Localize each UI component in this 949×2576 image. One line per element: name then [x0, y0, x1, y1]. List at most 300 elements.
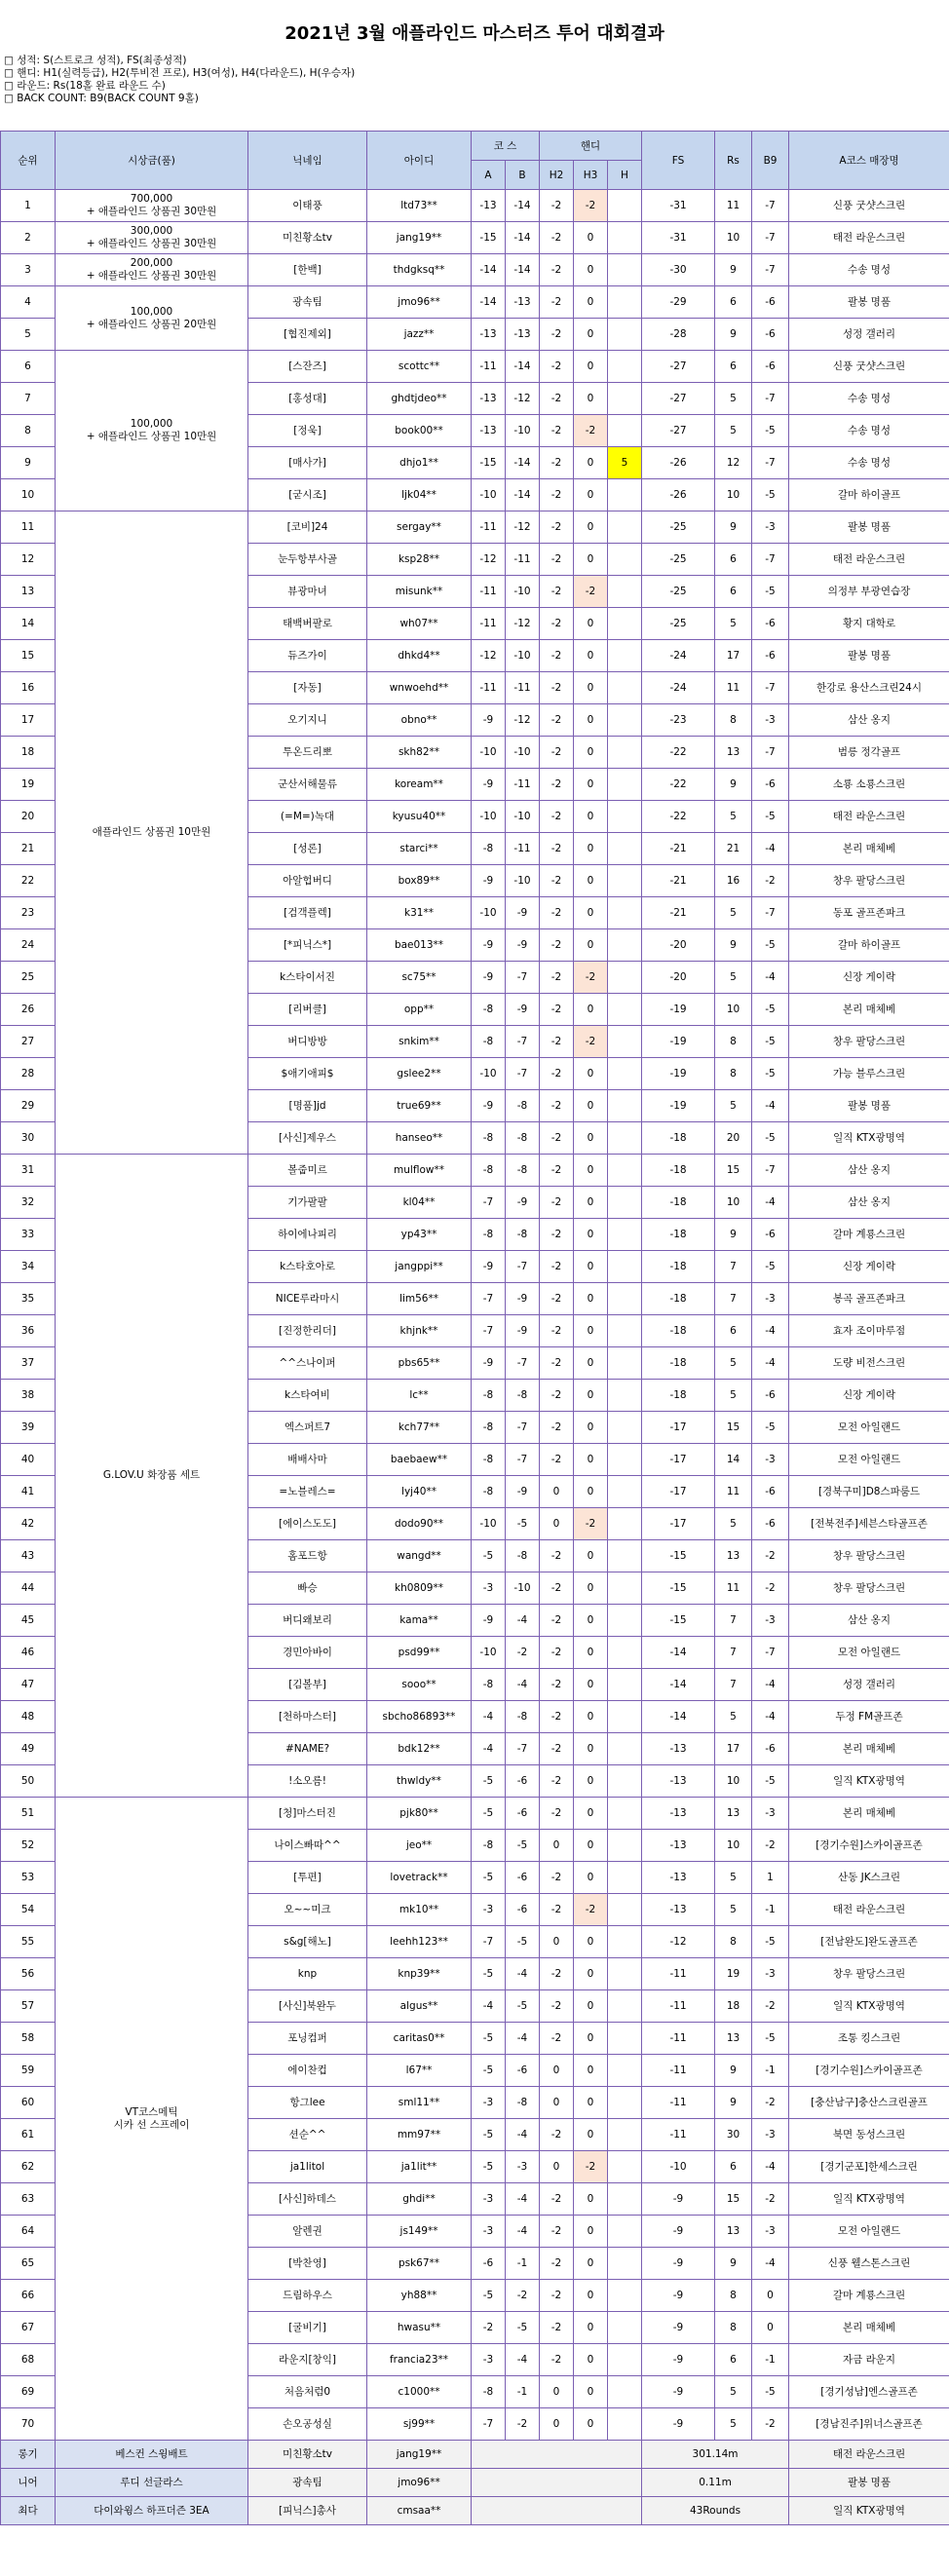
b9-cell: -4: [752, 1315, 789, 1347]
fs-cell: -31: [642, 190, 715, 222]
course-b-cell: -10: [506, 801, 540, 833]
id-cell: kyusu40**: [367, 801, 472, 833]
header-a: A: [472, 161, 506, 190]
h-cell: [608, 1219, 642, 1251]
store-cell: 두정 FM골프존: [789, 1701, 949, 1733]
h2-cell: -2: [540, 1026, 574, 1058]
nickname-cell: 볼줍미르: [248, 1155, 367, 1187]
h-cell: [608, 1733, 642, 1765]
id-cell: skh82**: [367, 737, 472, 769]
rank-cell: 60: [1, 2087, 56, 2119]
course-b-cell: -9: [506, 1476, 540, 1508]
prize-cell: 100,000 + 애플라인드 상품권 20만원: [56, 286, 248, 351]
store-cell: [전북전주]세븐스타골프존: [789, 1508, 949, 1540]
h3-cell: 0: [574, 801, 608, 833]
header-fs: FS: [642, 132, 715, 190]
course-b-cell: -10: [506, 640, 540, 672]
rs-cell: 10: [715, 1187, 752, 1219]
store-cell: [충산남구]충산스크린골프: [789, 2087, 949, 2119]
course-b-cell: -10: [506, 1572, 540, 1605]
b9-cell: -6: [752, 351, 789, 383]
store-cell: 모전 아일랜드: [789, 1637, 949, 1669]
store-cell: 모전 아일랜드: [789, 2216, 949, 2248]
course-b-cell: -6: [506, 1894, 540, 1926]
b9-cell: -2: [752, 1572, 789, 1605]
id-cell: wnwoehd**: [367, 672, 472, 704]
rank-cell: 67: [1, 2312, 56, 2344]
id-cell: true69**: [367, 1090, 472, 1122]
course-b-cell: -8: [506, 1380, 540, 1412]
fs-cell: -9: [642, 2216, 715, 2248]
rs-cell: 8: [715, 1026, 752, 1058]
rank-cell: 27: [1, 1026, 56, 1058]
b9-cell: 0: [752, 2312, 789, 2344]
b9-cell: -3: [752, 511, 789, 544]
nickname-cell: 하이에나피리: [248, 1219, 367, 1251]
course-a-cell: -5: [472, 2119, 506, 2151]
id-cell: francia23**: [367, 2344, 472, 2376]
id-cell: l67**: [367, 2055, 472, 2087]
h2-cell: -2: [540, 1765, 574, 1798]
b9-cell: -5: [752, 576, 789, 608]
store-cell: 모전 아일랜드: [789, 1412, 949, 1444]
fs-cell: -18: [642, 1219, 715, 1251]
store-cell: 태전 라운스크린: [789, 1894, 949, 1926]
h3-cell: 0: [574, 2055, 608, 2087]
legend-note: □ 라운드: Rs(18홀 완료 라운드 수): [4, 80, 166, 92]
rank-cell: 66: [1, 2280, 56, 2312]
id-cell: ja1lit**: [367, 2151, 472, 2183]
rank-cell: 69: [1, 2376, 56, 2408]
h3-cell: 0: [574, 1347, 608, 1380]
b9-cell: -1: [752, 2344, 789, 2376]
h3-cell: 0: [574, 1701, 608, 1733]
header-b: B: [506, 161, 540, 190]
fs-cell: -14: [642, 1637, 715, 1669]
course-a-cell: -8: [472, 1830, 506, 1862]
table-row: [1, 254, 949, 286]
h3-cell: 0: [574, 1090, 608, 1122]
award-result: 43Rounds: [642, 2497, 789, 2525]
b9-cell: -5: [752, 994, 789, 1026]
fs-cell: -18: [642, 1347, 715, 1380]
id-cell: hanseo**: [367, 1122, 472, 1155]
page-title: 2021년 3월 애플라인드 마스터즈 투어 대회결과: [285, 23, 664, 44]
course-b-cell: -5: [506, 1926, 540, 1958]
award-prize: 루디 선글라스: [56, 2469, 248, 2497]
fs-cell: -9: [642, 2408, 715, 2441]
store-cell: 일직 KTX광명역: [789, 2183, 949, 2216]
store-cell: 갈마 하이골프: [789, 929, 949, 962]
b9-cell: -5: [752, 1122, 789, 1155]
rs-cell: 10: [715, 222, 752, 254]
h-cell: [608, 2216, 642, 2248]
award-blank: [472, 2497, 642, 2525]
b9-cell: -6: [752, 319, 789, 351]
store-cell: 성정 갤러리: [789, 1669, 949, 1701]
h-cell: [608, 1122, 642, 1155]
nickname-cell: 나이스빠따^^: [248, 1830, 367, 1862]
h-cell: [608, 1090, 642, 1122]
rs-cell: 7: [715, 1669, 752, 1701]
h2-cell: -2: [540, 2183, 574, 2216]
course-a-cell: -7: [472, 1926, 506, 1958]
rank-cell: 48: [1, 1701, 56, 1733]
rs-cell: 6: [715, 1315, 752, 1347]
store-cell: 황지 대학로: [789, 608, 949, 640]
course-a-cell: -8: [472, 1155, 506, 1187]
b9-cell: -2: [752, 2408, 789, 2441]
store-cell: 한강로 용산스크린24시: [789, 672, 949, 704]
store-cell: 팔봉 명품: [789, 1090, 949, 1122]
b9-cell: -5: [752, 1026, 789, 1058]
fs-cell: -17: [642, 1476, 715, 1508]
h3-cell: 0: [574, 479, 608, 511]
h-cell: [608, 608, 642, 640]
course-b-cell: -4: [506, 2344, 540, 2376]
rs-cell: 5: [715, 801, 752, 833]
fs-cell: -18: [642, 1251, 715, 1283]
store-cell: [경기수원]스카이골프존: [789, 2055, 949, 2087]
course-a-cell: -4: [472, 1990, 506, 2023]
id-cell: lovetrack**: [367, 1862, 472, 1894]
nickname-cell: [검객플렉]: [248, 897, 367, 929]
header-rank: 순위: [1, 132, 56, 190]
h2-cell: -2: [540, 801, 574, 833]
rank-cell: 44: [1, 1572, 56, 1605]
course-b-cell: -10: [506, 415, 540, 447]
course-a-cell: -7: [472, 1187, 506, 1219]
course-a-cell: -5: [472, 1765, 506, 1798]
rank-cell: 46: [1, 1637, 56, 1669]
course-a-cell: -6: [472, 2248, 506, 2280]
store-cell: 신장 게이락: [789, 1251, 949, 1283]
rank-cell: 49: [1, 1733, 56, 1765]
h3-cell: 0: [574, 1958, 608, 1990]
course-b-cell: -5: [506, 1508, 540, 1540]
store-cell: 창우 팔당스크린: [789, 1572, 949, 1605]
fs-cell: -9: [642, 2344, 715, 2376]
fs-cell: -19: [642, 1026, 715, 1058]
h-cell: [608, 929, 642, 962]
nickname-cell: =노블레스=: [248, 1476, 367, 1508]
nickname-cell: [사신]제우스: [248, 1122, 367, 1155]
fs-cell: -17: [642, 1412, 715, 1444]
course-a-cell: -14: [472, 254, 506, 286]
rank-cell: 62: [1, 2151, 56, 2183]
course-b-cell: -13: [506, 286, 540, 319]
store-cell: 갈마 하이골프: [789, 479, 949, 511]
id-cell: obno**: [367, 704, 472, 737]
rank-cell: 38: [1, 1380, 56, 1412]
course-b-cell: -8: [506, 1540, 540, 1572]
store-cell: 봉곡 골프존파크: [789, 1283, 949, 1315]
b9-cell: 1: [752, 1862, 789, 1894]
h-cell: [608, 833, 642, 865]
h-cell: [608, 1315, 642, 1347]
nickname-cell: knp: [248, 1958, 367, 1990]
rank-cell: 14: [1, 608, 56, 640]
nickname-cell: [성론]: [248, 833, 367, 865]
fs-cell: -25: [642, 576, 715, 608]
fs-cell: -17: [642, 1508, 715, 1540]
h-cell: [608, 2248, 642, 2280]
id-cell: mulflow**: [367, 1155, 472, 1187]
h2-cell: -2: [540, 2119, 574, 2151]
rank-cell: 25: [1, 962, 56, 994]
b9-cell: -5: [752, 929, 789, 962]
h3-cell: 0: [574, 2087, 608, 2119]
rs-cell: 11: [715, 672, 752, 704]
rs-cell: 10: [715, 994, 752, 1026]
nickname-cell: [투편]: [248, 1862, 367, 1894]
h2-cell: -2: [540, 1990, 574, 2023]
course-a-cell: -12: [472, 640, 506, 672]
fs-cell: -18: [642, 1283, 715, 1315]
id-cell: knp39**: [367, 1958, 472, 1990]
course-a-cell: -9: [472, 962, 506, 994]
nickname-cell: [김볼부]: [248, 1669, 367, 1701]
rs-cell: 5: [715, 1090, 752, 1122]
b9-cell: -7: [752, 1155, 789, 1187]
h2-cell: -2: [540, 1347, 574, 1380]
store-cell: 본리 매체베: [789, 2312, 949, 2344]
course-a-cell: -3: [472, 1894, 506, 1926]
h3-cell: 0: [574, 1926, 608, 1958]
course-a-cell: -8: [472, 1444, 506, 1476]
b9-cell: 0: [752, 2280, 789, 2312]
course-a-cell: -8: [472, 1476, 506, 1508]
store-cell: 태전 라운스크린: [789, 222, 949, 254]
course-b-cell: -13: [506, 319, 540, 351]
header-handi: 핸디: [540, 132, 642, 161]
results-table: [0, 131, 949, 2525]
award-blank: [472, 2469, 642, 2497]
h3-cell: 0: [574, 608, 608, 640]
b9-cell: -5: [752, 1926, 789, 1958]
award-result: 301.14m: [642, 2441, 789, 2469]
store-cell: 범릉 정각골프: [789, 737, 949, 769]
fs-cell: -15: [642, 1540, 715, 1572]
b9-cell: -7: [752, 544, 789, 576]
h3-cell: 0: [574, 544, 608, 576]
rank-cell: 43: [1, 1540, 56, 1572]
h2-cell: -2: [540, 479, 574, 511]
b9-cell: -4: [752, 2248, 789, 2280]
b9-cell: -6: [752, 1733, 789, 1765]
b9-cell: -6: [752, 1508, 789, 1540]
h2-cell: -2: [540, 319, 574, 351]
course-b-cell: -8: [506, 1155, 540, 1187]
h3-cell: 0: [574, 1251, 608, 1283]
course-b-cell: -2: [506, 1637, 540, 1669]
h3-cell: 0: [574, 1765, 608, 1798]
store-cell: 산동 JK스크린: [789, 1862, 949, 1894]
h2-cell: -2: [540, 2023, 574, 2055]
rs-cell: 9: [715, 319, 752, 351]
rank-cell: 6: [1, 351, 56, 383]
h3-cell: 0: [574, 2183, 608, 2216]
h2-cell: -2: [540, 2280, 574, 2312]
id-cell: lc**: [367, 1380, 472, 1412]
course-b-cell: -8: [506, 1122, 540, 1155]
rs-cell: 7: [715, 1637, 752, 1669]
rs-cell: 11: [715, 1476, 752, 1508]
h3-cell: 0: [574, 1155, 608, 1187]
rank-cell: 31: [1, 1155, 56, 1187]
award-label: 최다: [1, 2497, 56, 2525]
h-cell: [608, 1026, 642, 1058]
rank-cell: 30: [1, 1122, 56, 1155]
b9-cell: -7: [752, 737, 789, 769]
rank-cell: 13: [1, 576, 56, 608]
id-cell: sc75**: [367, 962, 472, 994]
nickname-cell: [매사가]: [248, 447, 367, 479]
h3-cell: 0: [574, 2216, 608, 2248]
fs-cell: -18: [642, 1187, 715, 1219]
course-a-cell: -8: [472, 1122, 506, 1155]
h3-cell: 0: [574, 1637, 608, 1669]
id-cell: scottc**: [367, 351, 472, 383]
b9-cell: -3: [752, 2119, 789, 2151]
h-cell: [608, 1251, 642, 1283]
h3-cell: 0: [574, 254, 608, 286]
rank-cell: 8: [1, 415, 56, 447]
h2-cell: -2: [540, 544, 574, 576]
h3-cell: 0: [574, 1187, 608, 1219]
h2-cell: -2: [540, 1380, 574, 1412]
h2-cell: -2: [540, 833, 574, 865]
b9-cell: -1: [752, 2055, 789, 2087]
b9-cell: -6: [752, 640, 789, 672]
nickname-cell: 군산서해물류: [248, 769, 367, 801]
rs-cell: 5: [715, 1701, 752, 1733]
course-a-cell: -4: [472, 1733, 506, 1765]
nickname-cell: 홈포드항: [248, 1540, 367, 1572]
id-cell: dhkd4**: [367, 640, 472, 672]
b9-cell: -5: [752, 1058, 789, 1090]
course-a-cell: -15: [472, 222, 506, 254]
b9-cell: -5: [752, 1765, 789, 1798]
rank-cell: 63: [1, 2183, 56, 2216]
nickname-cell: NICE루라마시: [248, 1283, 367, 1315]
b9-cell: -4: [752, 1669, 789, 1701]
course-b-cell: -10: [506, 865, 540, 897]
h3-cell: 0: [574, 2023, 608, 2055]
store-cell: 신풍 웰스톤스크린: [789, 2248, 949, 2280]
fs-cell: -11: [642, 1990, 715, 2023]
course-b-cell: -2: [506, 2408, 540, 2441]
course-a-cell: -7: [472, 1283, 506, 1315]
h2-cell: -2: [540, 1669, 574, 1701]
b9-cell: -2: [752, 2087, 789, 2119]
rs-cell: 8: [715, 2312, 752, 2344]
h3-cell: 0: [574, 1476, 608, 1508]
rank-cell: 64: [1, 2216, 56, 2248]
rs-cell: 6: [715, 351, 752, 383]
h3-cell: 0: [574, 897, 608, 929]
rs-cell: 9: [715, 2055, 752, 2087]
course-a-cell: -5: [472, 2055, 506, 2087]
h3-cell: 0: [574, 319, 608, 351]
h2-cell: -2: [540, 415, 574, 447]
id-cell: wangd**: [367, 1540, 472, 1572]
id-cell: thwldy**: [367, 1765, 472, 1798]
course-b-cell: -11: [506, 833, 540, 865]
rank-cell: 45: [1, 1605, 56, 1637]
h3-cell: 0: [574, 704, 608, 737]
id-cell: sergay**: [367, 511, 472, 544]
h-cell: [608, 2087, 642, 2119]
course-b-cell: -9: [506, 1187, 540, 1219]
nickname-cell: 라운지[창익]: [248, 2344, 367, 2376]
id-cell: k31**: [367, 897, 472, 929]
course-a-cell: -5: [472, 1540, 506, 1572]
h2-cell: -2: [540, 286, 574, 319]
course-a-cell: -11: [472, 351, 506, 383]
h-cell: [608, 1958, 642, 1990]
h2-cell: -2: [540, 1155, 574, 1187]
h3-cell: 0: [574, 1219, 608, 1251]
h3-cell: 0: [574, 2119, 608, 2151]
store-cell: 삼산 옹지: [789, 1155, 949, 1187]
h3-cell: -2: [574, 415, 608, 447]
id-cell: ghdi**: [367, 2183, 472, 2216]
h3-cell: 0: [574, 1733, 608, 1765]
h2-cell: -2: [540, 511, 574, 544]
rs-cell: 6: [715, 576, 752, 608]
fs-cell: -15: [642, 1605, 715, 1637]
rank-cell: 7: [1, 383, 56, 415]
nickname-cell: [명품]jd: [248, 1090, 367, 1122]
store-cell: 조통 킹스크린: [789, 2023, 949, 2055]
fs-cell: -13: [642, 1733, 715, 1765]
id-cell: bdk12**: [367, 1733, 472, 1765]
h2-cell: -2: [540, 222, 574, 254]
rank-cell: 35: [1, 1283, 56, 1315]
h-cell: [608, 286, 642, 319]
rank-cell: 51: [1, 1798, 56, 1830]
nickname-cell: 손오공성실: [248, 2408, 367, 2441]
id-cell: caritas0**: [367, 2023, 472, 2055]
h-cell: [608, 1701, 642, 1733]
b9-cell: -2: [752, 2183, 789, 2216]
h-cell: [608, 2408, 642, 2441]
id-cell: lim56**: [367, 1283, 472, 1315]
course-a-cell: -5: [472, 1862, 506, 1894]
fs-cell: -18: [642, 1315, 715, 1347]
course-b-cell: -14: [506, 190, 540, 222]
h-cell: [608, 1412, 642, 1444]
course-b-cell: -7: [506, 1733, 540, 1765]
course-a-cell: -9: [472, 704, 506, 737]
h-cell: [608, 511, 642, 544]
course-b-cell: -10: [506, 737, 540, 769]
h-cell: [608, 672, 642, 704]
id-cell: yh88**: [367, 2280, 472, 2312]
award-label: 롱기: [1, 2441, 56, 2469]
rs-cell: 21: [715, 833, 752, 865]
rs-cell: 5: [715, 1347, 752, 1380]
h-cell: [608, 479, 642, 511]
h-cell: [608, 1894, 642, 1926]
store-cell: 팔봉 명품: [789, 511, 949, 544]
h3-cell: 0: [574, 2408, 608, 2441]
rs-cell: 13: [715, 737, 752, 769]
award-row: [1, 2497, 949, 2525]
store-cell: 태전 라운스크린: [789, 801, 949, 833]
fs-cell: -11: [642, 1958, 715, 1990]
